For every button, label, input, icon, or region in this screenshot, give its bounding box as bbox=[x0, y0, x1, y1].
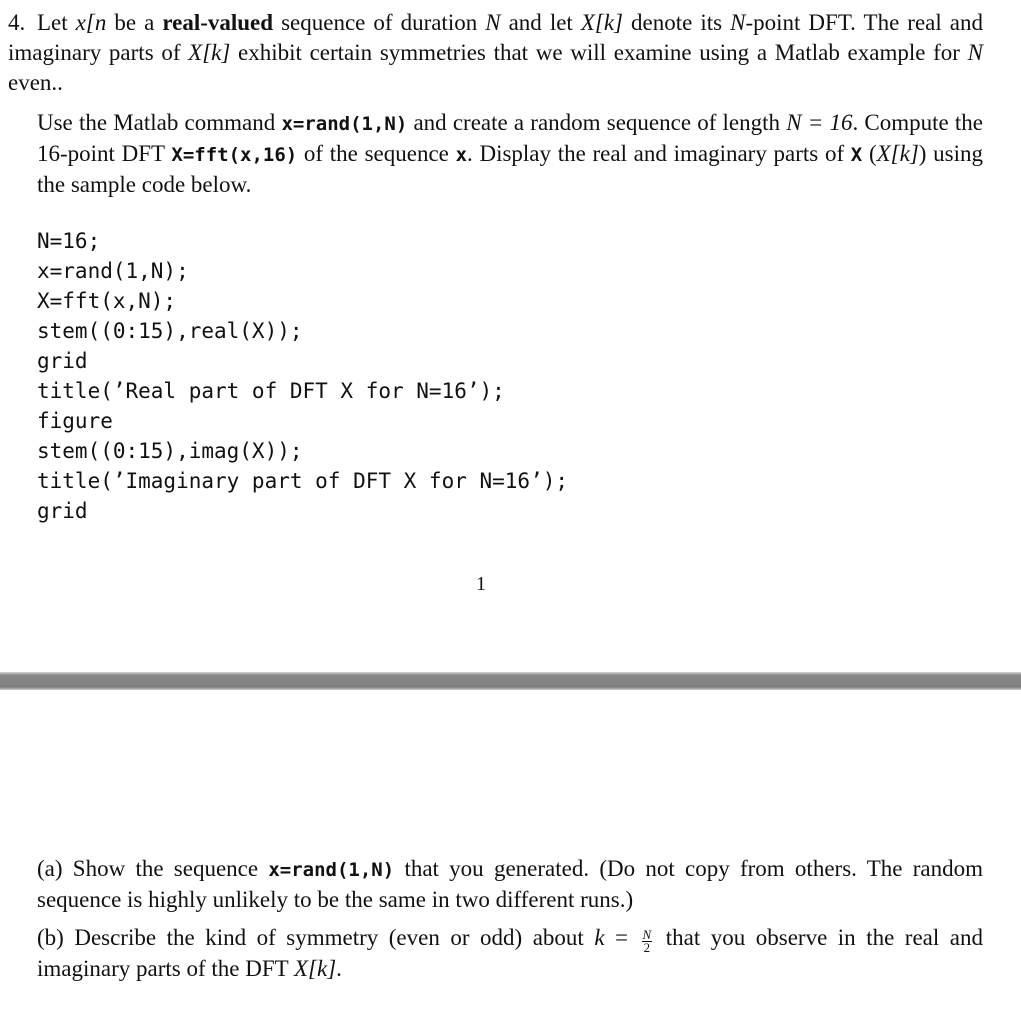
code-line: grid bbox=[37, 349, 88, 373]
code-line: stem((0:15),imag(X)); bbox=[37, 439, 303, 463]
bold-term: real-valued bbox=[162, 10, 274, 35]
part-b: (b) Describe the kind of symmetry (even or odd) about k = $\frac{N}{2}$ that you observe in the real and imaginary parts of the DFT X[k]. bbox=[37, 925, 983, 981]
problem-number: 4. bbox=[8, 10, 26, 35]
fraction-n-over-2: $\frac{N}{2}$ bbox=[642, 927, 652, 955]
code-line: stem((0:15),real(X)); bbox=[37, 319, 303, 343]
problem-intro: 4. Let x[n be a real-valued sequence of duration N and let X[k] denote its N-point DFT. The real and imaginary parts of X[k] exhibit certain symmetries that we will examine using a Matlab example for N even.. bbox=[8, 10, 983, 95]
code-line: grid bbox=[37, 499, 88, 523]
matlab-code-block bbox=[37, 226, 568, 526]
instructions-paragraph: Use the Matlab command x=rand(1,N) and create a random sequence of length N = 16. Compute the 16-point DFT X=fft(x,16) of the sequence x. Display the real and imaginary parts of X (X[k]) using the sample code below. bbox=[37, 110, 983, 197]
code-line: figure bbox=[37, 409, 113, 433]
code-line: x=rand(1,N); bbox=[37, 259, 189, 283]
page-2 bbox=[0, 690, 1021, 1024]
part-a: (a) Show the sequence x=rand(1,N) that you generated. (Do not copy from others. The random sequence is highly unlikely to be the same in two different runs.) bbox=[37, 856, 984, 912]
page-number: 1 bbox=[476, 573, 486, 595]
code-line: X=fft(x,N); bbox=[37, 289, 177, 313]
page-separator bbox=[0, 672, 1021, 690]
code-line: title(’Real part of DFT X for N=16’); bbox=[37, 379, 505, 403]
code-line: title(’Imaginary part of DFT X for N=16’); bbox=[37, 469, 569, 493]
code-line: N=16; bbox=[37, 229, 101, 253]
